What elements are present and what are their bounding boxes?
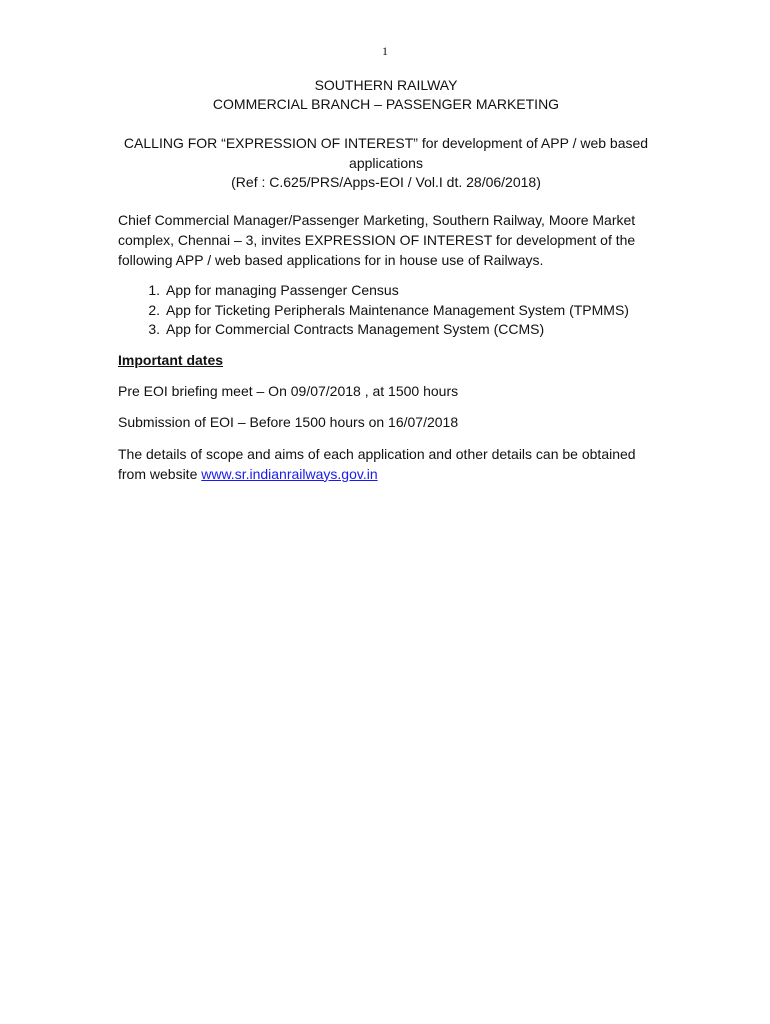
intro-line-3: following APP / web based applications for in house use of Railways. [118,252,544,268]
details-line-2-prefix: from website [118,465,202,482]
list-item-number: 1. [148,282,160,298]
list-item [118,281,658,301]
pre-eoi-meeting-date: Pre EOI briefing meet – On 09/07/2018 , at 1500 hours [118,383,459,399]
page-number: 1 [382,44,388,58]
list-item [118,320,658,340]
heading-organization: SOUTHERN RAILWAY [314,77,458,93]
list-item-text: App for managing Passenger Census [166,282,399,298]
document-heading [118,76,654,114]
subject-line-1: CALLING FOR “EXPRESSION OF INTEREST” for development of APP / web based [123,135,649,151]
list-item [118,301,658,321]
eoi-submission-date: Submission of EOI – Before 1500 hours on 16/07/2018 [118,414,459,430]
intro-paragraph [118,210,658,270]
intro-line-2: complex, Chennai – 3, invites EXPRESSION OF INTEREST for development of the [118,232,636,248]
subject-line-2: applications [349,154,423,171]
list-item-text: App for Commercial Contracts Management System (CCMS) [166,321,545,337]
application-list [118,281,658,340]
subject-reference: (Ref : C.625/PRS/Apps-EOI / Vol.I dt. 28/06/2018) [231,174,541,190]
list-item-number: 2. [148,301,160,318]
important-dates-heading: Important dates [118,352,224,368]
intro-line-1: Chief Commercial Manager/Passenger Marketing, Southern Railway, Moore Market [118,212,636,228]
details-line-2 [118,465,658,485]
website-link[interactable]: www.sr.indianrailways.gov.in [201,465,378,482]
list-item-number: 3. [148,321,160,337]
details-paragraph [118,445,658,484]
details-line-1: The details of scope and aims of each application and other details can be obtained [118,446,636,462]
list-item-text: App for Ticketing Peripherals Maintenance Management System (TPMMS) [166,301,629,318]
heading-branch: COMMERCIAL BRANCH – PASSENGER MARKETING [212,96,560,112]
document-subject [118,134,654,193]
